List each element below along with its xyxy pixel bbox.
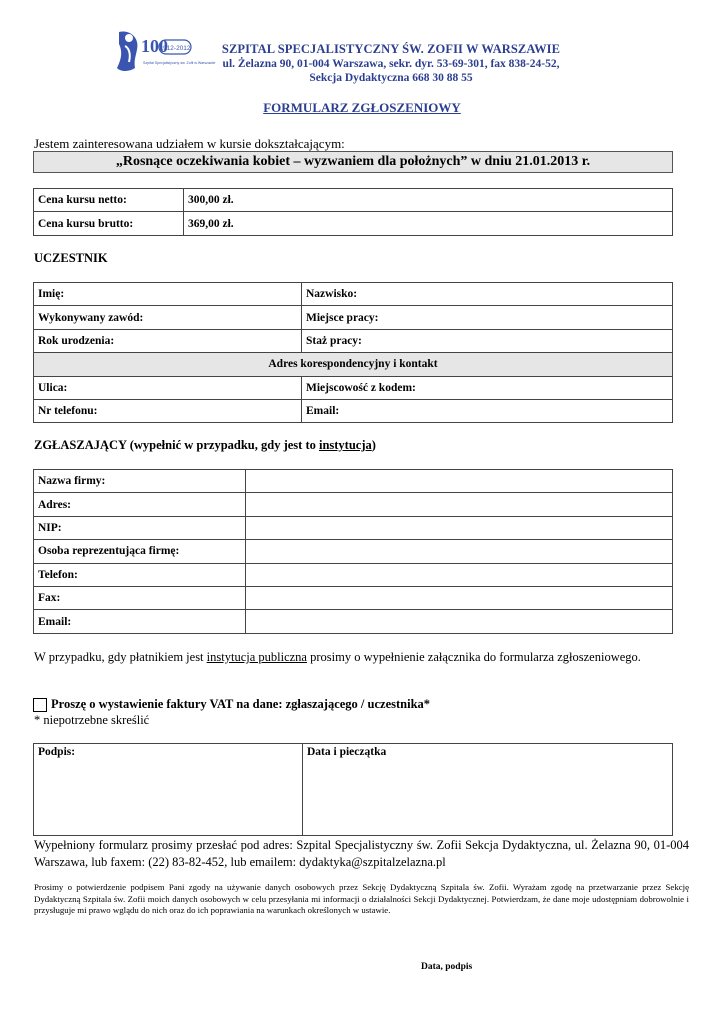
header-hospital-name: SZPITAL SPECJALISTYCZNY ŚW. ZOFII W WARSZAWIE xyxy=(221,42,561,56)
company-address-input[interactable] xyxy=(246,493,673,516)
nip-input[interactable] xyxy=(246,516,673,539)
net-price-value: 300,00 zł. xyxy=(184,189,673,212)
table-row xyxy=(34,516,673,539)
participant-title: UCZESTNIK xyxy=(34,251,108,265)
public-note-underlined: instytucja publiczna xyxy=(206,650,307,664)
table-row xyxy=(34,376,673,399)
signature-table xyxy=(33,743,673,836)
company-email-label: Email: xyxy=(34,610,246,633)
table-row xyxy=(34,493,673,516)
table-row xyxy=(34,283,673,306)
email-field[interactable]: Email: xyxy=(302,399,673,422)
vat-invoice-label: Proszę o wystawienie faktury VAT na dane: zgłaszającego / uczestnika* xyxy=(51,697,431,711)
consent-text: Prosimy o potwierdzenie podpisem Pani zgody na używanie danych osobowych przez Sekcję Dydaktyczną Szpitala św. Zofii. Wyrażam zgodę na przetwarzanie przez Sekcję Dydaktyczną Szpitala św. Zofii moich danych osobowych w celu przesyłania mi informacji o działalności Sekcji Dydaktycznej. Potwierdzam, że dane moje udostępniam dobrowolnie i przysługuje mi prawo wglądu do nich oraz do ich poprawiania na warunkach określonych w ustawie. xyxy=(34,882,689,915)
table-row xyxy=(34,353,673,376)
company-fax-label: Fax: xyxy=(34,586,246,609)
table-row xyxy=(34,399,673,422)
table-row xyxy=(34,470,673,493)
header-address: ul. Żelazna 90, 01-004 Warszawa, sekr. dyr. 53-69-301, fax 838-24-52, xyxy=(222,58,560,70)
date-signature-label: Data, podpis xyxy=(421,962,473,972)
birth-year-field[interactable]: Rok urodzenia: xyxy=(34,329,302,352)
company-phone-label: Telefon: xyxy=(34,563,246,586)
seniority-field[interactable]: Staż pracy: xyxy=(302,329,673,352)
table-row xyxy=(34,306,673,329)
send-info: Wypełniony formularz prosimy przesłać pod adres: Szpital Specjalistyczny św. Zofii Sekcja Dydaktyczna, ul. Żelazna 90, 01-004 Warszawa, lub faxem: (22) 83-82-452, lub emailem: dydaktyka@szpitalzelazna.pl xyxy=(34,838,689,869)
table-row xyxy=(34,540,673,563)
company-email-input[interactable] xyxy=(246,610,673,633)
net-price-label: Cena kursu netto: xyxy=(34,189,184,212)
logo-years: 1912-2012 xyxy=(159,45,191,52)
gross-price-label: Cena kursu brutto: xyxy=(34,212,184,235)
company-address-label: Adres: xyxy=(34,493,246,516)
company-fax-input[interactable] xyxy=(246,586,673,609)
company-phone-input[interactable] xyxy=(246,563,673,586)
form-title: FORMULARZ ZGŁOSZENIOWY xyxy=(263,100,461,115)
date-stamp-field[interactable]: Data i pieczątka xyxy=(303,744,673,836)
signature-field[interactable]: Podpis: xyxy=(34,744,303,836)
participant-table xyxy=(33,282,673,423)
table-row xyxy=(34,563,673,586)
course-title: „Rosnące oczekiwania kobiet – wyzwaniem dla położnych” w dniu 21.01.2013 r. xyxy=(33,151,673,173)
logo-caption: Szpital Specjalistyczny św. Zofii w Warszawie xyxy=(143,61,216,65)
logo-number: 100 xyxy=(141,36,168,56)
vat-invoice-checkbox[interactable] xyxy=(33,698,47,712)
table-row xyxy=(34,586,673,609)
public-institution-note xyxy=(34,649,689,666)
workplace-field[interactable]: Miejsce pracy: xyxy=(302,306,673,329)
intro-text: Jestem zainteresowana udziałem w kursie dokształcającym: xyxy=(34,136,345,151)
last-name-field[interactable]: Nazwisko: xyxy=(302,283,673,306)
first-name-field[interactable]: Imię: xyxy=(34,283,302,306)
address-header: Adres korespondencyjny i kontakt xyxy=(34,353,673,376)
table-row xyxy=(34,189,673,212)
table-row xyxy=(34,212,673,235)
table-row xyxy=(34,610,673,633)
company-name-input[interactable] xyxy=(246,470,673,493)
phone-field[interactable]: Nr telefonu: xyxy=(34,399,302,422)
representative-input[interactable] xyxy=(246,540,673,563)
applicant-title-underlined: instytucja xyxy=(318,438,372,452)
street-field[interactable]: Ulica: xyxy=(34,376,302,399)
hospital-logo xyxy=(113,28,216,80)
city-field[interactable]: Miejscowość z kodem: xyxy=(302,376,673,399)
public-note-prefix: W przypadku, gdy płatnikiem jest xyxy=(34,650,207,664)
nip-label: NIP: xyxy=(34,516,246,539)
gross-price-value: 369,00 zł. xyxy=(184,212,673,235)
applicant-title-prefix: ZGŁASZAJĄCY (wypełnić w przypadku, gdy jest to xyxy=(34,438,319,452)
applicant-title xyxy=(34,438,376,453)
table-row xyxy=(34,329,673,352)
price-table xyxy=(33,188,673,236)
table-row xyxy=(34,744,673,836)
applicant-table xyxy=(33,469,673,634)
public-note-suffix: prosimy o wypełnienie załącznika do formularza zgłoszeniowego. xyxy=(306,650,641,664)
company-name-label: Nazwa firmy: xyxy=(34,470,246,493)
vat-note: * niepotrzebne skreślić xyxy=(34,713,150,727)
applicant-title-suffix: ) xyxy=(371,438,376,452)
profession-field[interactable]: Wykonywany zawód: xyxy=(34,306,302,329)
representative-label: Osoba reprezentująca firmę: xyxy=(34,540,246,563)
header-section: Sekcja Dydaktyczna 668 30 88 55 xyxy=(309,72,473,84)
